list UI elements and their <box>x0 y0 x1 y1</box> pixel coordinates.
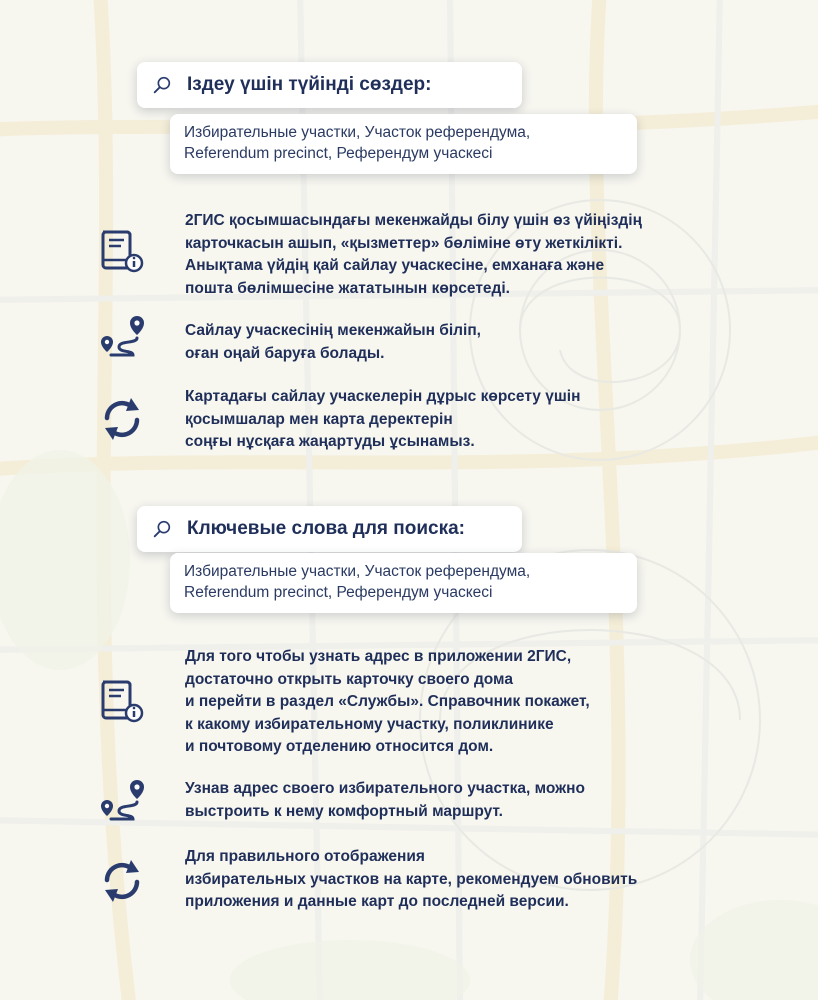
info-text <box>185 778 805 823</box>
info-line: приложения и данные карт до последней версии. <box>185 893 569 910</box>
info-line: и перейти в раздел «Службы». Справочник покажет, <box>185 693 590 710</box>
search-title-kk: Іздеу үшін түйінді сөздер: <box>187 74 432 95</box>
route-icon <box>97 778 151 822</box>
info-line: к какому избирательному участку, поликлинике <box>185 715 554 733</box>
keywords-line: Избирательные участки, Участок референдума, <box>184 563 531 580</box>
info-line: Картадағы сайлау учаскелерін дұрыс көрсету үшін <box>185 388 581 405</box>
search-icon <box>151 518 173 540</box>
keywords-line: Referendum precinct, Референдум учаскесі <box>184 584 493 601</box>
refresh-icon <box>97 396 147 442</box>
info-line: оған оңай баруға болады. <box>185 344 385 362</box>
info-text <box>185 846 805 914</box>
keywords-line: Избирательные участки, Участок референдума, <box>184 124 531 141</box>
info-line: Сайлау учаскесінің мекенжайын біліп, <box>185 322 481 339</box>
info-text <box>185 320 805 365</box>
info-text <box>185 386 805 454</box>
book-info-icon <box>97 676 147 726</box>
info-line: соңғы нұсқаға жаңартуды ұсынамыз. <box>185 433 475 450</box>
route-icon <box>97 314 151 358</box>
info-line: Анықтама үйдің қай сайлау учаскесіне, емханаға және <box>185 257 605 274</box>
info-line: избирательных участков на карте, рекомендуем обновить <box>185 870 638 888</box>
info-line: выстроить к нему комфортный маршрут. <box>185 802 503 820</box>
info-line: достаточно открыть карточку своего дома <box>185 670 513 688</box>
keywords-box-ru <box>170 553 637 613</box>
keywords-line: Referendum precinct, Референдум учаскесі <box>184 145 493 162</box>
info-line: 2ГИС қосымшасындағы мекенжайды білу үшін өз үйіңіздің <box>185 212 642 229</box>
search-header-kk <box>137 62 522 108</box>
info-line: Узнав адрес своего избирательного участка, можно <box>185 780 585 797</box>
info-line: Для того чтобы узнать адрес в приложении 2ГИС, <box>185 648 572 665</box>
info-text <box>185 646 805 759</box>
book-info-icon <box>97 226 147 276</box>
info-line: Для правильного отображения <box>185 848 425 865</box>
info-text <box>185 210 805 300</box>
info-line: карточкасын ашып, «қызметтер» бөліміне өту жеткілікті. <box>185 234 623 252</box>
search-header-ru <box>137 506 522 552</box>
search-title-ru: Ключевые слова для поиска: <box>187 518 466 539</box>
search-icon <box>151 74 173 96</box>
info-line: пошта бөлімшесіне жататынын көрсетеді. <box>185 279 510 297</box>
refresh-icon <box>97 858 147 904</box>
info-line: қосымшалар мен карта деректерін <box>185 410 453 428</box>
keywords-box-kk <box>170 114 637 174</box>
info-line: и почтовому отделению относится дом. <box>185 738 494 755</box>
